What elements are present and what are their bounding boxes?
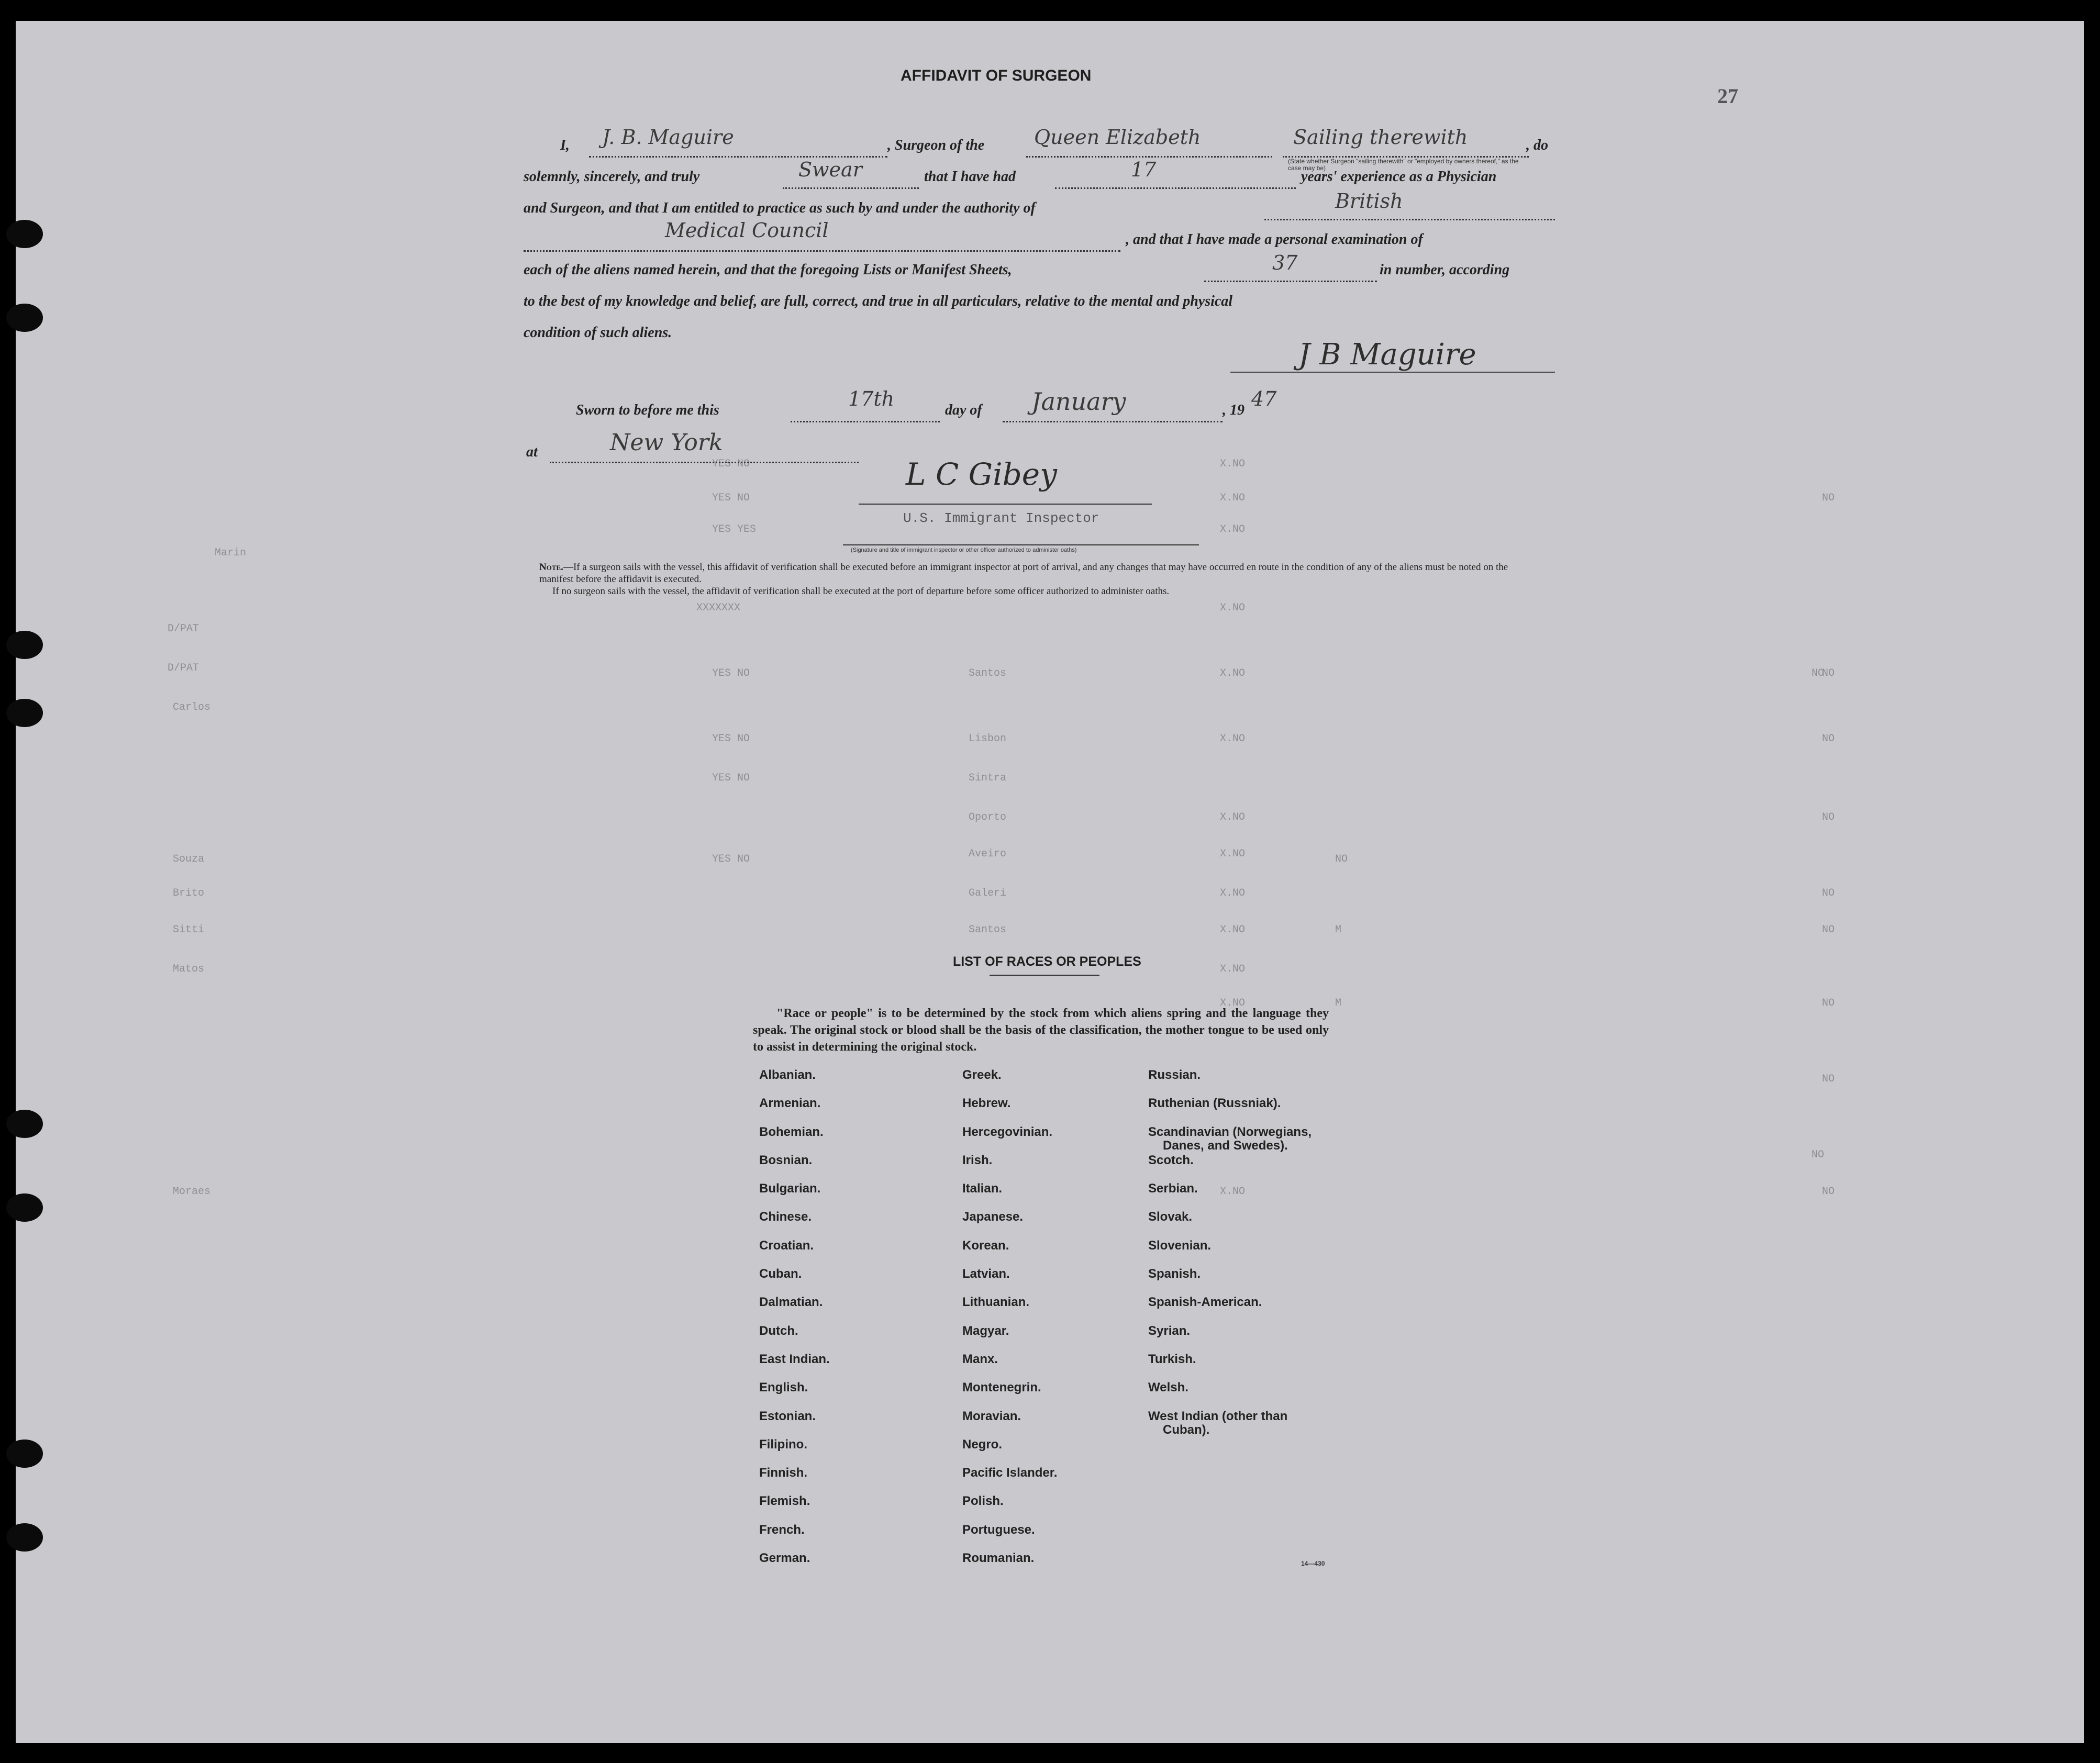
note-text-2: If no surgeon sails with the vessel, the affidavit of verification shall be executed at the port of departure before some officer authorized to administer oaths. bbox=[552, 586, 1170, 597]
oath-word: Swear bbox=[798, 158, 862, 181]
label-year: , 19 bbox=[1223, 402, 1245, 418]
punch-hole bbox=[6, 699, 43, 727]
race-item: Portuguese. bbox=[962, 1522, 1035, 1537]
race-item: Syrian. bbox=[1148, 1323, 1191, 1338]
page-number: 27 bbox=[1717, 84, 1738, 108]
race-item: Bulgarian. bbox=[759, 1181, 821, 1196]
race-item: Serbian. bbox=[1148, 1181, 1198, 1196]
punch-hole bbox=[6, 1440, 43, 1468]
race-item: Bosnian. bbox=[759, 1153, 813, 1167]
label-day-of: day of bbox=[945, 402, 982, 418]
sailing-note: (State whether Surgeon "sailing therewith" or "employed by owners thereof," as the case may be) bbox=[1288, 158, 1519, 172]
race-item: German. bbox=[759, 1551, 810, 1566]
label-i: I, bbox=[560, 137, 570, 153]
race-item: Dutch. bbox=[759, 1323, 798, 1338]
label-authority: and Surgeon, and that I am entitled to practice as such by and under the authority of bbox=[524, 200, 1036, 216]
sheets-count: 37 bbox=[1272, 251, 1298, 274]
inspector-line bbox=[859, 504, 1152, 505]
blank-month bbox=[1003, 421, 1223, 422]
races-title-underline bbox=[990, 975, 1099, 976]
race-item: Croatian. bbox=[759, 1238, 814, 1253]
race-item: Estonian. bbox=[759, 1409, 816, 1423]
surgeon-signature: J B Maguire bbox=[1298, 338, 1476, 372]
blank-authority bbox=[1264, 219, 1555, 220]
races-list-2 bbox=[962, 1068, 1057, 1579]
races-intro: "Race or people" is to be determined by the stock from which aliens spring and the language they speak. The original stock or blood shall be the basis of the classification, the mother tongue to be used only to assist in determining the original stock. bbox=[753, 1007, 1329, 1054]
race-item: Cuban). bbox=[1163, 1422, 1210, 1437]
label-aliens: each of the aliens named herein, and that the foregoing Lists or Manifest Sheets, bbox=[524, 262, 1012, 278]
race-item: Korean. bbox=[962, 1238, 1009, 1253]
punch-hole bbox=[6, 1110, 43, 1138]
race-item: East Indian. bbox=[759, 1352, 830, 1366]
note-label: Note. bbox=[539, 562, 563, 573]
blank-surgeon-name bbox=[589, 156, 887, 158]
blank-sheets bbox=[1204, 281, 1377, 282]
race-item: Magyar. bbox=[962, 1323, 1009, 1338]
race-item: Moravian. bbox=[962, 1409, 1021, 1423]
label-at: at bbox=[526, 444, 538, 460]
race-item: Scandinavian (Norwegians, bbox=[1148, 1124, 1312, 1139]
punch-hole bbox=[6, 631, 43, 659]
race-item: Japanese. bbox=[962, 1210, 1024, 1224]
races-list-1 bbox=[759, 1068, 830, 1579]
punch-hole bbox=[6, 220, 43, 248]
race-item: Flemish. bbox=[759, 1494, 810, 1509]
race-item: Danes, and Swedes). bbox=[1163, 1138, 1288, 1153]
label-solemnly: solemnly, sincerely, and truly bbox=[524, 169, 700, 185]
race-item: Slovak. bbox=[1148, 1210, 1193, 1224]
race-item: Roumanian. bbox=[962, 1551, 1035, 1566]
sworn-day: 17th bbox=[848, 387, 895, 410]
races-column-3 bbox=[1148, 1068, 1312, 1437]
label-best-knowledge: to the best of my knowledge and belief, are full, correct, and true in all particulars, relative to the mental and physical bbox=[524, 293, 1233, 309]
races-column-1 bbox=[759, 1068, 830, 1579]
race-item: Spanish. bbox=[1148, 1267, 1201, 1281]
race-item: Manx. bbox=[962, 1352, 998, 1366]
race-item: Cuban. bbox=[759, 1267, 802, 1281]
races-list-3 bbox=[1148, 1068, 1312, 1437]
document-page: YES NO YES NO YES YES XXXXXXX YES NO YES NO YES NO YES NO Santos Lisbon Sintra Oporto Aveiro Galeri Santos X.NO X.NO X.NO X.NO X.NO X.NO X.NO X.NO X.NO X.NO X.NO X.NO X.NO NO NO NO NO NO NO NO NO NO NO NO Marin D/PAT D/PAT Carlos Souza Brito Sitti Matos Moraes NO M M 27 AFFIDAVIT OF SURGEON I, J. B. Maguire , Surgeon of the Queen Elizabeth Sailing therewith (State whether Surgeon "sailing therewith" or "employed by owners thereof," as the case may be) , do solemnly, sincerely, and truly Swear that I have had 17 years' experience as a Physician and Surgeon, and that I am entitled to practice as such by and under the authority of British Medical Council , and that I have made a personal examination of each of the aliens named herein, and that the foregoing Lists or Manifest Sheets, 37 in number, according to the best of my knowledge and belief, are full, correct, and true in all particulars, relative to the mental and physical condition of such aliens. J B Maguire Sworn to before me this 17th day of January , 19 47 at New York L C Gibey U.S. Immigrant Inspector (Signature and title of immigrant inspector or other officer authorized to administer oaths) Note.—If a surgeon sails with the vessel, this affidavit of verification shall be executed before an immigrant inspector at port of arrival, and any changes that may have occurred en route in the condition of any of the aliens must be noted on the manifest before the affidavit is executed. If no surgeon sails with the vessel, the affidavit of verification shall be executed at the port of departure before some officer authorized to administer oaths. LIST OF RACES OR PEOPLES "Race or people" is to be determined by the stock from which aliens spring and the language they speak. The original stock or blood shall be the basis of the classification, the mother tongue to be used only to assist in determining the original stock. Albanian. Armenian. Bohemian. Bosnian. Bulgarian. Chinese. Croatian. Cuban. Dalmatian. Dutch. East Indian. English. Estonian. Filipino. Finnish. Flemish. French. German. Greek. Hebrew. Hercegovinian. Irish. Italian. Japanese. Korean. Latvian. Lithuanian. Magyar. Manx. Montenegrin. Moravian. Negro. Pacific Islander. Polish. Portuguese. Roumanian. Russian. Ruthenian (Russniak). Scandinavian (Norwegians, Danes, and Swedes). Scotch. Serbian. Slovak. Slovenian. Spanish. Spanish-American. Syrian. Turkish. Welsh. West Indian (other than Cuban). 14—430 bbox=[16, 21, 2084, 1743]
label-have-had: that I have had bbox=[924, 169, 1016, 185]
race-item: French. bbox=[759, 1522, 805, 1537]
label-surgeon-of: , Surgeon of the bbox=[887, 137, 985, 153]
note-text-1: —If a surgeon sails with the vessel, this affidavit of verification shall be executed before an immigrant inspector at port of arrival, and any changes that may have occurred en route in the condition of any of the aliens must be noted on the manifest before the affidavit is executed. bbox=[539, 562, 1508, 585]
years-experience: 17 bbox=[1131, 158, 1157, 181]
label-examination: , and that I have made a personal examination of bbox=[1126, 231, 1423, 248]
race-item: Armenian. bbox=[759, 1096, 821, 1111]
race-item: Dalmatian. bbox=[759, 1295, 823, 1310]
race-item: Chinese. bbox=[759, 1210, 812, 1224]
sailing-status: Sailing therewith bbox=[1293, 126, 1468, 149]
race-item: Hebrew. bbox=[962, 1096, 1011, 1111]
race-item: Italian. bbox=[962, 1181, 1003, 1196]
sworn-month: January bbox=[1031, 387, 1126, 416]
punch-hole bbox=[6, 1193, 43, 1222]
signature-caption: (Signature and title of immigrant inspector or other officer authorized to administer oaths) bbox=[851, 547, 1077, 553]
label-do: , do bbox=[1526, 137, 1548, 153]
blank-authority-2 bbox=[524, 250, 1120, 252]
race-item: Scotch. bbox=[1148, 1153, 1194, 1167]
caption-line bbox=[843, 544, 1199, 545]
race-item: Polish. bbox=[962, 1494, 1004, 1509]
inspector-title-stamp: U.S. Immigrant Inspector bbox=[903, 510, 1099, 526]
label-sworn: Sworn to before me this bbox=[576, 402, 719, 418]
signature-line bbox=[1230, 372, 1555, 373]
races-title: LIST OF RACES OR PEOPLES bbox=[953, 954, 1141, 969]
race-item: Filipino. bbox=[759, 1437, 807, 1452]
race-item: Russian. bbox=[1148, 1068, 1201, 1082]
blank-ship bbox=[1026, 156, 1272, 158]
form-code: 14—430 bbox=[1301, 1560, 1325, 1567]
race-item: Hercegovinian. bbox=[962, 1124, 1053, 1139]
note-paragraph bbox=[539, 561, 1545, 597]
race-item: Bohemian. bbox=[759, 1124, 824, 1139]
inspector-signature: L C Gibey bbox=[906, 456, 1057, 492]
race-item: Pacific Islander. bbox=[962, 1466, 1058, 1480]
races-column-2 bbox=[962, 1068, 1057, 1579]
race-item: Greek. bbox=[962, 1068, 1002, 1082]
race-item: Montenegrin. bbox=[962, 1380, 1041, 1395]
race-item: West Indian (other than bbox=[1148, 1409, 1288, 1423]
race-item: Irish. bbox=[962, 1153, 993, 1167]
sworn-year: 47 bbox=[1251, 387, 1277, 410]
sworn-place: New York bbox=[610, 429, 723, 456]
race-item: Albanian. bbox=[759, 1068, 816, 1082]
race-item: Finnish. bbox=[759, 1466, 807, 1480]
race-item: Latvian. bbox=[962, 1267, 1010, 1281]
ship-name: Queen Elizabeth bbox=[1034, 126, 1201, 149]
punch-hole bbox=[6, 304, 43, 332]
punch-hole bbox=[6, 1523, 43, 1552]
race-item: Welsh. bbox=[1148, 1380, 1188, 1395]
race-item: Turkish. bbox=[1148, 1352, 1196, 1366]
surgeon-name: J. B. Maguire bbox=[602, 126, 734, 149]
race-item: Negro. bbox=[962, 1437, 1003, 1452]
race-item: Lithuanian. bbox=[962, 1295, 1029, 1310]
race-item: English. bbox=[759, 1380, 808, 1395]
page-title: AFFIDAVIT OF SURGEON bbox=[901, 67, 1092, 84]
blank-day bbox=[791, 421, 940, 422]
label-years: years' experience as a Physician bbox=[1301, 169, 1497, 185]
race-item: Slovenian. bbox=[1148, 1238, 1212, 1253]
blank-years bbox=[1055, 187, 1296, 189]
race-item: Ruthenian (Russniak). bbox=[1148, 1096, 1281, 1111]
race-item: Spanish-American. bbox=[1148, 1295, 1262, 1310]
authority-british: British bbox=[1335, 189, 1403, 213]
blank-oath bbox=[783, 187, 919, 189]
label-condition: condition of such aliens. bbox=[524, 325, 672, 341]
blank-place bbox=[550, 462, 859, 463]
authority-council: Medical Council bbox=[665, 219, 829, 242]
label-in-number: in number, according bbox=[1380, 262, 1510, 278]
